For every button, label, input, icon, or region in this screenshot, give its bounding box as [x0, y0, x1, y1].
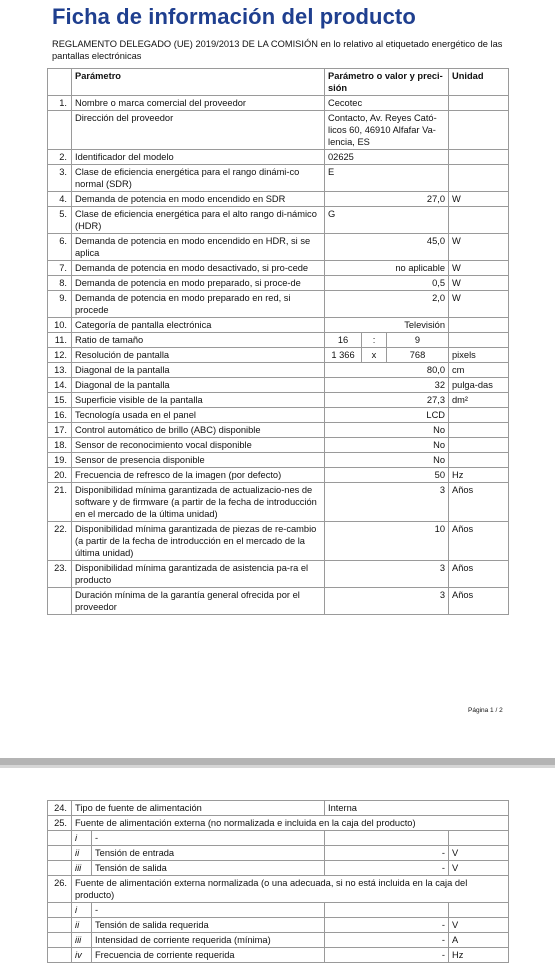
sub-row-unit [449, 903, 509, 918]
sub-row-label: Frecuencia de corriente requerida [92, 948, 325, 963]
row-number: 25. [48, 816, 72, 831]
row-label: Tecnología usada en el panel [72, 408, 325, 423]
row-number: 22. [48, 522, 72, 561]
row-value: 27,0 [325, 192, 449, 207]
row-value: E [325, 165, 449, 192]
row-number: 18. [48, 438, 72, 453]
sub-row-blank [48, 903, 72, 918]
roman-numeral: i [72, 831, 92, 846]
sub-row-blank [48, 918, 72, 933]
row-number: 20. [48, 468, 72, 483]
row-number: 4. [48, 192, 72, 207]
table-row [48, 378, 509, 393]
sub-row-value: - [325, 933, 449, 948]
row-unit: Años [449, 483, 509, 522]
row-number: 24. [48, 801, 72, 816]
row-unit: W [449, 261, 509, 276]
sub-row-blank [48, 861, 72, 876]
row-unit [449, 207, 509, 234]
row-label: Sensor de reconocimiento vocal disponible [72, 438, 325, 453]
sub-row-label: Tensión de entrada [92, 846, 325, 861]
table-row [48, 801, 509, 816]
table-row [48, 483, 509, 522]
sub-row-label: Intensidad de corriente requerida (mínima) [92, 933, 325, 948]
table-row [48, 234, 509, 261]
row-number: 9. [48, 291, 72, 318]
row-unit: W [449, 291, 509, 318]
row-value: LCD [325, 408, 449, 423]
power-supply-table [47, 800, 509, 963]
table-row [48, 348, 509, 363]
row-value: Interna [325, 801, 509, 816]
table-row [48, 96, 509, 111]
row-unit [449, 111, 509, 150]
table-row [48, 588, 509, 615]
row-label: Diagonal de la pantalla [72, 363, 325, 378]
row-unit: Hz [449, 468, 509, 483]
sub-row [48, 933, 509, 948]
row-value: 80,0 [325, 363, 449, 378]
row-unit: dm² [449, 393, 509, 408]
row-value: 45,0 [325, 234, 449, 261]
row-number: 11. [48, 333, 72, 348]
row-value: Televisión [325, 318, 449, 333]
table-row [48, 318, 509, 333]
row-unit: Años [449, 588, 509, 615]
sub-row-value: - [325, 918, 449, 933]
sub-row-value [325, 831, 449, 846]
row-number: 7. [48, 261, 72, 276]
row-number: 5. [48, 207, 72, 234]
row-label: Demanda de potencia en modo encendido en SDR [72, 192, 325, 207]
table-row [48, 522, 509, 561]
row-number: 14. [48, 378, 72, 393]
row-label: Superficie visible de la pantalla [72, 393, 325, 408]
table-row [48, 333, 509, 348]
row-value: 2,0 [325, 291, 449, 318]
row-unit [449, 165, 509, 192]
row-value: 27,3 [325, 393, 449, 408]
row-number: 16. [48, 408, 72, 423]
row-label: Sensor de presencia disponible [72, 453, 325, 468]
sub-row-value: - [325, 948, 449, 963]
table-row [48, 816, 509, 831]
row-label: Categoría de pantalla electrónica [72, 318, 325, 333]
table-row [48, 261, 509, 276]
row-unit: Años [449, 561, 509, 588]
sub-row-label: Tensión de salida [92, 861, 325, 876]
sub-row [48, 948, 509, 963]
row-number: 3. [48, 165, 72, 192]
sub-row-unit: A [449, 933, 509, 948]
row-label: Demanda de potencia en modo preparado en red, si procede [72, 291, 325, 318]
row-value-b: 768 [387, 348, 449, 363]
row-unit [449, 96, 509, 111]
table-row [48, 423, 509, 438]
sub-row [48, 918, 509, 933]
table-row [48, 150, 509, 165]
table-row [48, 291, 509, 318]
row-label: Control automático de brillo (ABC) disponible [72, 423, 325, 438]
row-label: Tipo de fuente de alimentación [72, 801, 325, 816]
row-value-a: 16 [325, 333, 362, 348]
row-unit: W [449, 276, 509, 291]
row-number: 10. [48, 318, 72, 333]
row-value-separator: : [362, 333, 387, 348]
row-unit [449, 438, 509, 453]
row-value: no aplicable [325, 261, 449, 276]
table-row [48, 363, 509, 378]
table-row [48, 438, 509, 453]
roman-numeral: iv [72, 948, 92, 963]
row-value: 10 [325, 522, 449, 561]
row-number: 6. [48, 234, 72, 261]
row-label: Fuente de alimentación externa (no normalizada e incluida en la caja del producto) [72, 816, 509, 831]
table-header-row [48, 69, 509, 96]
sub-row-unit [449, 831, 509, 846]
row-value: 3 [325, 561, 449, 588]
roman-numeral: iii [72, 861, 92, 876]
table-row [48, 876, 509, 903]
product-info-table [47, 68, 509, 615]
sub-row [48, 861, 509, 876]
row-unit [449, 453, 509, 468]
document-title: Ficha de información del producto [52, 4, 416, 29]
row-number: 19. [48, 453, 72, 468]
row-value: No [325, 423, 449, 438]
row-value: 50 [325, 468, 449, 483]
row-number: 23. [48, 561, 72, 588]
row-number: 26. [48, 876, 72, 903]
sub-row-unit: Hz [449, 948, 509, 963]
row-label: Dirección del proveedor [72, 111, 325, 150]
table-row [48, 207, 509, 234]
sub-row [48, 903, 509, 918]
regulation-text: REGLAMENTO DELEGADO (UE) 2019/2013 DE LA COMISIÓN en lo relativo al etiquetado energético de las pantallas electrónicas [52, 39, 503, 61]
row-unit [449, 318, 509, 333]
sub-row-value [325, 903, 449, 918]
row-label: Demanda de potencia en modo desactivado, si pro-cede [72, 261, 325, 276]
row-label: Ratio de tamaño [72, 333, 325, 348]
row-number: 2. [48, 150, 72, 165]
table-row [48, 468, 509, 483]
row-unit: pulga-das [449, 378, 509, 393]
row-value: Contacto, Av. Reyes Cató-licos 60, 46910 Alfafar Va-lencia, ES [325, 111, 449, 150]
sub-row-blank [48, 831, 72, 846]
row-label: Nombre o marca comercial del proveedor [72, 96, 325, 111]
row-unit [449, 333, 509, 348]
row-label: Diagonal de la pantalla [72, 378, 325, 393]
sub-row-unit: V [449, 861, 509, 876]
row-label: Disponibilidad mínima garantizada de piezas de re-cambio (a partir de la fecha de introducción en el mercado de la última unidad) [72, 522, 325, 561]
row-label: Frecuencia de refresco de la imagen (por defecto) [72, 468, 325, 483]
row-number: 21. [48, 483, 72, 522]
sub-row-label: - [92, 903, 325, 918]
row-label: Demanda de potencia en modo preparado, si proce-de [72, 276, 325, 291]
row-value: 02625 [325, 150, 449, 165]
sub-row [48, 831, 509, 846]
row-unit [449, 408, 509, 423]
sub-row-label: Tensión de salida requerida [92, 918, 325, 933]
row-unit: pixels [449, 348, 509, 363]
row-value: No [325, 453, 449, 468]
row-number: 8. [48, 276, 72, 291]
row-unit: Años [449, 522, 509, 561]
roman-numeral: iii [72, 933, 92, 948]
row-number: 12. [48, 348, 72, 363]
sub-row-blank [48, 846, 72, 861]
sub-row-value: - [325, 861, 449, 876]
row-value: 0,5 [325, 276, 449, 291]
row-value-a: 1 366 [325, 348, 362, 363]
page-separator [0, 758, 555, 765]
sub-row-blank [48, 933, 72, 948]
row-value: 3 [325, 588, 449, 615]
row-value: 3 [325, 483, 449, 522]
row-unit: W [449, 234, 509, 261]
row-label: Resolución de pantalla [72, 348, 325, 363]
roman-numeral: i [72, 903, 92, 918]
sub-row-unit: V [449, 846, 509, 861]
header-value: Parámetro o valor y preci-sión [325, 69, 449, 96]
row-value-b: 9 [387, 333, 449, 348]
table-row [48, 408, 509, 423]
roman-numeral: ii [72, 918, 92, 933]
header-unit: Unidad [449, 69, 509, 96]
page-number: Página 1 / 2 [468, 707, 503, 714]
table-row [48, 192, 509, 207]
sub-row-label: - [92, 831, 325, 846]
row-number: 1. [48, 96, 72, 111]
row-label: Identificador del modelo [72, 150, 325, 165]
row-number: 15. [48, 393, 72, 408]
table-row [48, 393, 509, 408]
row-label: Clase de eficiencia energética para el rango dinámi-co normal (SDR) [72, 165, 325, 192]
header-number-cell [48, 69, 72, 96]
roman-numeral: ii [72, 846, 92, 861]
row-label: Disponibilidad mínima garantizada de asistencia pa-ra el producto [72, 561, 325, 588]
row-unit: cm [449, 363, 509, 378]
table-row [48, 276, 509, 291]
row-value: No [325, 438, 449, 453]
row-number [48, 588, 72, 615]
row-label: Fuente de alimentación externa normalizada (o una adecuada, si no está incluida en la caja del producto) [72, 876, 509, 903]
sub-row-value: - [325, 846, 449, 861]
page-2 [0, 768, 555, 970]
row-label: Duración mínima de la garantía general ofrecida por el proveedor [72, 588, 325, 615]
row-label: Clase de eficiencia energética para el alto rango di-námico (HDR) [72, 207, 325, 234]
sub-row [48, 846, 509, 861]
table-row [48, 453, 509, 468]
table-row [48, 165, 509, 192]
sub-row-blank [48, 948, 72, 963]
row-label: Disponibilidad mínima garantizada de actualizacio-nes de software y de firmware (a partir de la fecha de introducción en el mercado de la última unidad) [72, 483, 325, 522]
row-unit [449, 423, 509, 438]
row-number: 17. [48, 423, 72, 438]
row-label: Demanda de potencia en modo encendido en HDR, si se aplica [72, 234, 325, 261]
row-unit [449, 150, 509, 165]
row-value: 32 [325, 378, 449, 393]
row-unit: W [449, 192, 509, 207]
row-number [48, 111, 72, 150]
header-parameter: Parámetro [72, 69, 325, 96]
sub-row-unit: V [449, 918, 509, 933]
row-value-separator: x [362, 348, 387, 363]
table-row [48, 561, 509, 588]
row-value: Cecotec [325, 96, 449, 111]
row-number: 13. [48, 363, 72, 378]
row-value: G [325, 207, 449, 234]
table-row [48, 111, 509, 150]
